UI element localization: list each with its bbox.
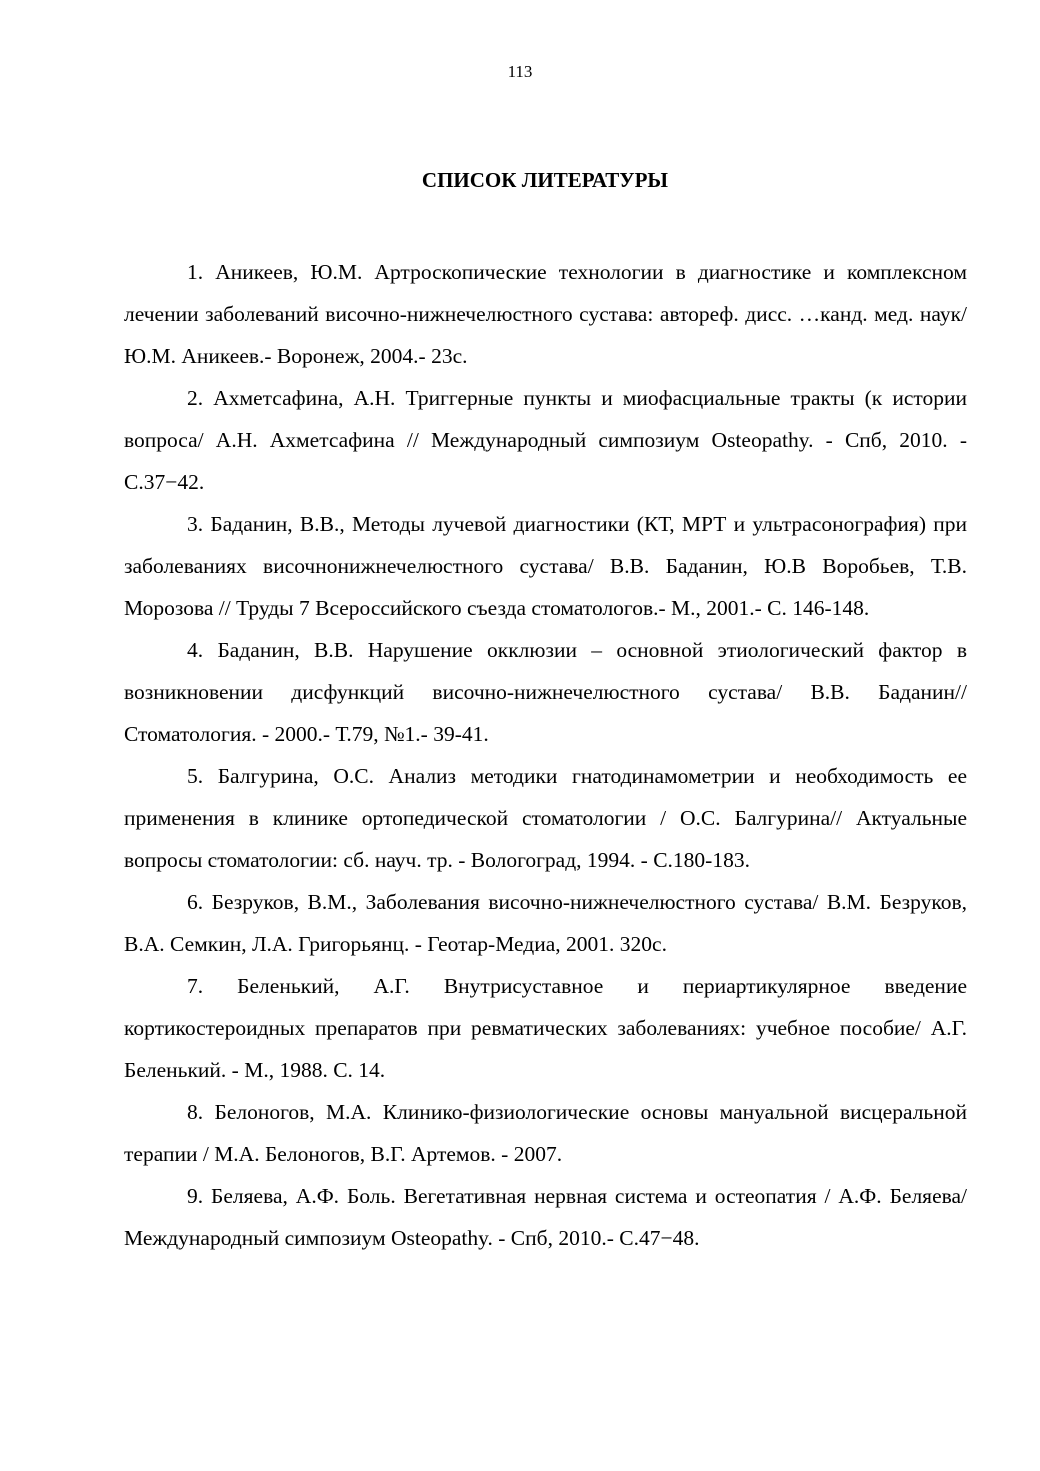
reference-item: 7. Беленький, А.Г. Внутрисуставное и периартикулярное введение кортикостероидных препаратов при ревматических заболеваниях: учебное пособие/ А.Г. Беленький. - М., 1988. С. 14. <box>124 974 967 1082</box>
reference-item: 9. Беляева, А.Ф. Боль. Вегетативная нервная система и остеопатия / А.Ф. Беляева/ Международный симпозиум Osteopathy. - Спб, 2010.- С.47−48. <box>124 1184 967 1250</box>
reference-item: 4. Баданин, В.В. Нарушение окклюзии – основной этиологический фактор в возникновении дисфункций височно-нижнечелюстного сустава/ В.В. Баданин// Стоматология. - 2000.- Т.79, №1.- 39-41. <box>124 638 967 746</box>
reference-item: 8. Белоногов, М.А. Клинико-физиологические основы мануальной висцеральной терапии / М.А. Белоногов, В.Г. Артемов. - 2007. <box>124 1100 967 1166</box>
reference-item: 5. Балгурина, О.С. Анализ методики гнатодинамометрии и необходимость ее применения в клинике ортопедической стоматологии / О.С. Балгурина// Актуальные вопросы стоматологии: сб. науч. тр. - Вологоград, 1994. - С.180-183. <box>124 764 967 872</box>
reference-item: 1. Аникеев, Ю.М. Артроскопические технологии в диагностике и комплексном лечении заболеваний височно-нижнечелюстного сустава: автореф. дисс. …канд. мед. наук/ Ю.М. Аникеев.- Воронеж, 2004.- 23с. <box>124 260 967 368</box>
reference-item: 6. Безруков, В.М., Заболевания височно-нижнечелюстного сустава/ В.М. Безруков, В.А. Семкин, Л.А. Григорьянц. - Геотар-Медиа, 2001. 320с. <box>124 890 967 956</box>
page-number: 113 <box>507 62 533 81</box>
reference-item: 2. Ахметсафина, А.Н. Триггерные пункты и миофасциальные тракты (к истории вопроса/ А.Н. Ахметсафина // Международный симпозиум Osteopathy. - Спб, 2010. - С.37−42. <box>124 386 967 494</box>
reference-item: 3. Баданин, В.В., Методы лучевой диагностики (КТ, МРТ и ультрасонография) при заболеваниях височнонижнечелюстного сустава/ В.В. Баданин, Ю.В Воробьев, Т.В. Морозова // Труды 7 Всероссийского съезда стоматологов.- М., 2001.- С. 146-148. <box>124 512 967 620</box>
reference-list <box>124 251 967 1259</box>
page-title: СПИСОК ЛИТЕРАТУРЫ <box>421 168 669 192</box>
